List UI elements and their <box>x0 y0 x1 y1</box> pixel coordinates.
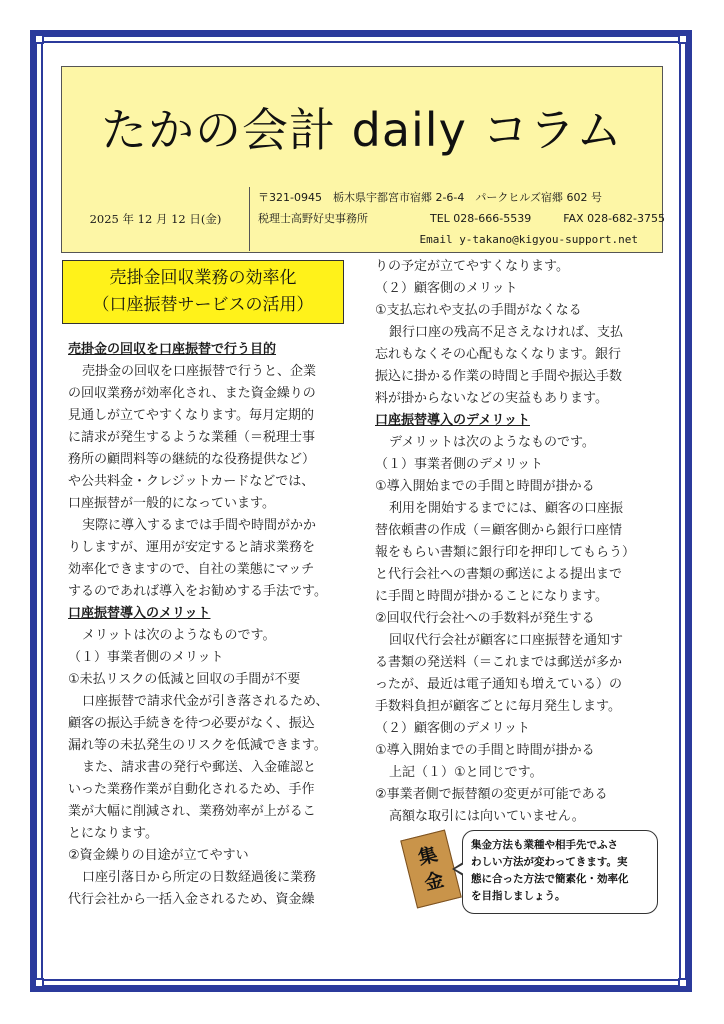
item-heading: ②事業者側で振替額の変更が可能である <box>375 787 608 802</box>
office-address: 〒321-0945 栃木県宇都宮市宿郷 2-6-4 パークヒルズ宿郷 602 号 <box>258 191 603 204</box>
topic-subtitle: （口座振替サービスの活用） <box>92 295 314 315</box>
body-line: 顧客の振込手続きを待つ必要がなく、振込 <box>68 716 315 731</box>
section-heading-demerits: 口座振替導入のデメリット <box>375 413 530 428</box>
body-line: に請求が発生するような業種（＝税理士事 <box>68 430 316 445</box>
section-heading-purpose: 売掛金の回収を口座振替で行う目的 <box>68 342 277 357</box>
item-heading: ②回収代行会社への手数料が発生する <box>375 611 595 626</box>
item-heading: ①未払リスクの低減と回収の手間が不要 <box>68 672 301 687</box>
bubble-line: わしい方法が変わってきます。実 <box>471 856 628 868</box>
body-line: る書類の発送料（＝これまでは郵送が多か <box>375 655 623 670</box>
body-line: 口座振替が一般的になっています。 <box>68 496 275 511</box>
stamp-char-1: 集 <box>415 843 440 870</box>
body-line: 効率化できますので、自社の業態にマッチ <box>68 562 315 577</box>
column-title: たかの会計 daily コラム <box>61 66 663 188</box>
frame-corner-bottom-right <box>678 978 688 988</box>
body-line: 忘れもなくその心配もなくなります。銀行 <box>375 347 621 362</box>
office-contact <box>258 187 666 250</box>
body-line: 実際に導入するまでは手間や時間がかか <box>82 518 317 533</box>
body-line: りの予定が立てやすくなります。 <box>375 259 569 274</box>
body-line: 報をもらい書類に銀行印を押印してもらう） <box>375 545 636 560</box>
topic-title: 売掛金回収業務の効率化 <box>109 268 297 288</box>
body-line: に手間と時間が掛かることになります。 <box>375 589 608 604</box>
body-line: 振込に掛かる作業の時間と手間や振込手数 <box>375 369 623 384</box>
frame-corner-bottom-left <box>34 978 44 988</box>
body-line: 売掛金の回収を口座振替で行うと、企業 <box>82 364 317 379</box>
bubble-line: を目指しましょう。 <box>471 890 566 902</box>
body-line: 高額な取引には向いていません。 <box>389 809 585 824</box>
subheading: （１）事業者側のデメリット <box>375 457 543 472</box>
body-line: 口座振替で請求代金が引き落されるため、 <box>82 694 329 709</box>
body-line: いった業務作業が自動化されるため、手作 <box>68 782 315 797</box>
bubble-line: 集金方法も業種や相手先でふさ <box>471 839 618 851</box>
body-line: 口座引落日から所定の日数経過後に業務 <box>82 870 317 885</box>
item-heading: ①支払忘れや支払の手間がなくなる <box>375 303 582 318</box>
bubble-line: 態に合った方法で簡素化・効率化 <box>471 873 629 885</box>
left-column <box>68 339 356 911</box>
right-column <box>375 256 661 828</box>
section-heading-merits: 口座振替導入のメリット <box>68 606 211 621</box>
item-heading: ①導入開始までの手間と時間が掛かる <box>375 743 595 758</box>
body-line: メリットは次のようなものです。 <box>82 628 276 643</box>
office-phone-line <box>258 208 666 229</box>
body-line: ったが、最近は電子通知も増えている）の <box>375 677 623 692</box>
body-line: りしますが、運用が安定すると請求業務を <box>68 540 316 555</box>
body-line: 手数料負担が顧客ごとに毎月発生します。 <box>375 699 621 714</box>
frame-corner-top-left <box>34 34 44 44</box>
body-line: と代行会社への書類の郵送による提出まで <box>375 567 623 582</box>
body-line: の回収業務が効率化され、また資金繰りの <box>68 386 316 401</box>
subheading: （２）顧客側のメリット <box>375 281 518 296</box>
body-line: 回収代行会社が顧客に口座振替を通知す <box>389 633 624 648</box>
office-tel: TEL 028-666-5539 <box>430 212 532 225</box>
subheading: （１）事業者側のメリット <box>68 650 224 665</box>
stamp-char-2: 金 <box>422 868 447 895</box>
office-email[interactable]: Email y-takano@kigyou-support.net <box>419 233 638 246</box>
body-line: 銀行口座の残高不足さえなければ、支払 <box>389 325 624 340</box>
body-line: するのであれば導入をお勧めする手法です。 <box>68 584 327 599</box>
body-line: 務所の顧問料等の継続的な役務提供など） <box>68 452 316 467</box>
office-name: 税理士高野好史事務所 <box>258 212 368 225</box>
speech-bubble-tail-inner <box>455 864 464 874</box>
frame-corner-top-right <box>678 34 688 44</box>
topic-box <box>62 260 344 324</box>
office-fax: FAX 028-682-3755 <box>563 212 666 225</box>
body-line: 替依頼書の作成（＝顧客側から銀行口座情 <box>375 523 623 538</box>
body-line: 上記（１）①と同じです。 <box>389 765 543 780</box>
body-line: とになります。 <box>68 826 158 841</box>
body-line: また、請求書の発行や郵送、入金確認と <box>82 760 317 775</box>
body-line: 漏れ等の未払発生のリスクを低減できます。 <box>68 738 327 753</box>
body-line: 代行会社から一括入金されるため、資金繰 <box>68 892 315 907</box>
body-line: デメリットは次のようなものです。 <box>389 435 595 450</box>
body-line: 利用を開始するまでには、顧客の口座振 <box>389 501 624 516</box>
item-heading: ②資金繰りの目途が立てやすい <box>68 848 249 863</box>
body-line: 見通しが立てやすくなります。毎月定期的 <box>68 408 314 423</box>
header-info-row <box>61 187 666 253</box>
body-line: 料が掛からないなどの実益もあります。 <box>375 391 608 406</box>
speech-bubble <box>462 830 658 914</box>
issue-date: 2025 年 12 月 12 日(金) <box>62 187 250 251</box>
body-line: 業が大幅に削減され、業務効率が上がるこ <box>68 804 316 819</box>
item-heading: ①導入開始までの手間と時間が掛かる <box>375 479 595 494</box>
body-line: や公共料金・クレジットカードなどでは、 <box>68 474 315 489</box>
subheading: （２）顧客側のデメリット <box>375 721 530 736</box>
